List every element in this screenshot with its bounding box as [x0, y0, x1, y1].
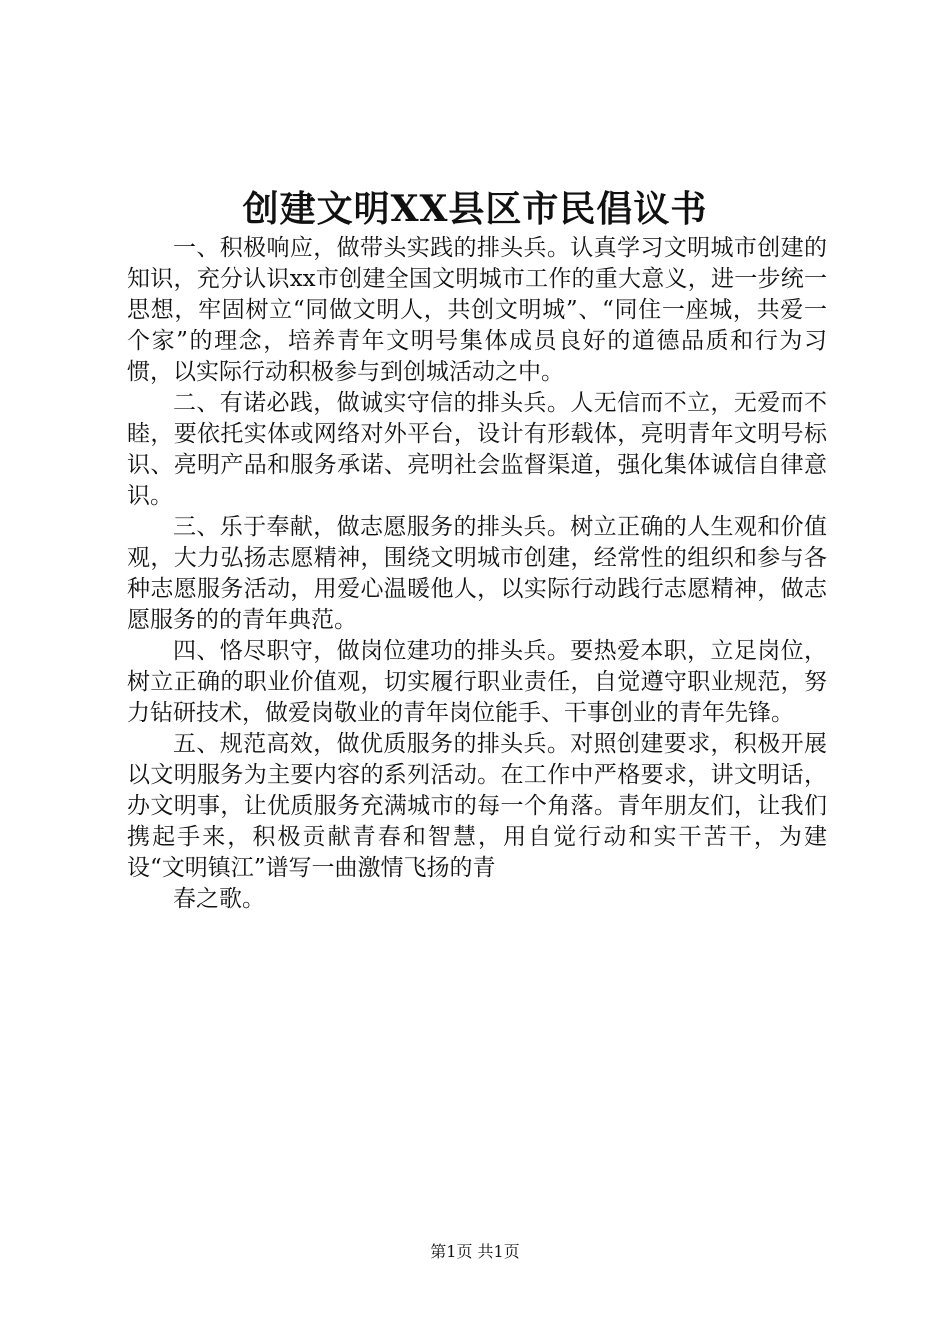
paragraph-2: 二、有诺必践，做诚实守信的排头兵。人无信而不立，无爱而不睦，要依托实体或网络对外平台，设计有形载体，亮明青年文明号标识、亮明产品和服务承诺、亮明社会监督渠道，强化集体诚信自律意识。 — [127, 390, 827, 509]
paragraph-1: 一、积极响应，做带头实践的排头兵。认真学习文明城市创建的知识，充分认识xx市创建全国文明城市工作的重大意义，进一步统一思想，牢固树立“同做文明人，共创文明城”、“同住一座城，共爱一个家”的理念，培养青年文明号集体成员良好的道德品质和行为习惯，以实际行动积极参与到创城活动之中。 — [127, 235, 827, 385]
paragraph-5: 五、规范高效，做优质服务的排头兵。对照创建要求，积极开展以文明服务为主要内容的系列活动。在工作中严格要求，讲文明话，办文明事，让优质服务充满城市的每一个角落。青年朋友们，让我们携起手来，积极贡献青春和智慧，用自觉行动和实干苦干，为建设“文明镇江”谱写一曲激情飞扬的青 — [127, 731, 827, 881]
paragraph-3: 三、乐于奉献，做志愿服务的排头兵。树立正确的人生观和价值观，大力弘扬志愿精神，围绕文明城市创建，经常性的组织和参与各种志愿服务活动，用爱心温暖他人，以实际行动践行志愿精神，做志愿服务的的青年典范。 — [127, 514, 827, 633]
paragraph-4: 四、恪尽职守，做岗位建功的排头兵。要热爱本职，立足岗位，树立正确的职业价值观，切实履行职业责任，自觉遵守职业规范，努力钻研技术，做爱岗敬业的青年岗位能手、干事创业的青年先锋。 — [127, 638, 827, 726]
page-number-footer: 第1页 共1页 — [430, 1242, 520, 1261]
closing-line: 春之歌。 — [173, 886, 265, 912]
document-title: 创建文明XX县区市民倡议书 — [242, 188, 708, 230]
document-body — [127, 233, 827, 915]
